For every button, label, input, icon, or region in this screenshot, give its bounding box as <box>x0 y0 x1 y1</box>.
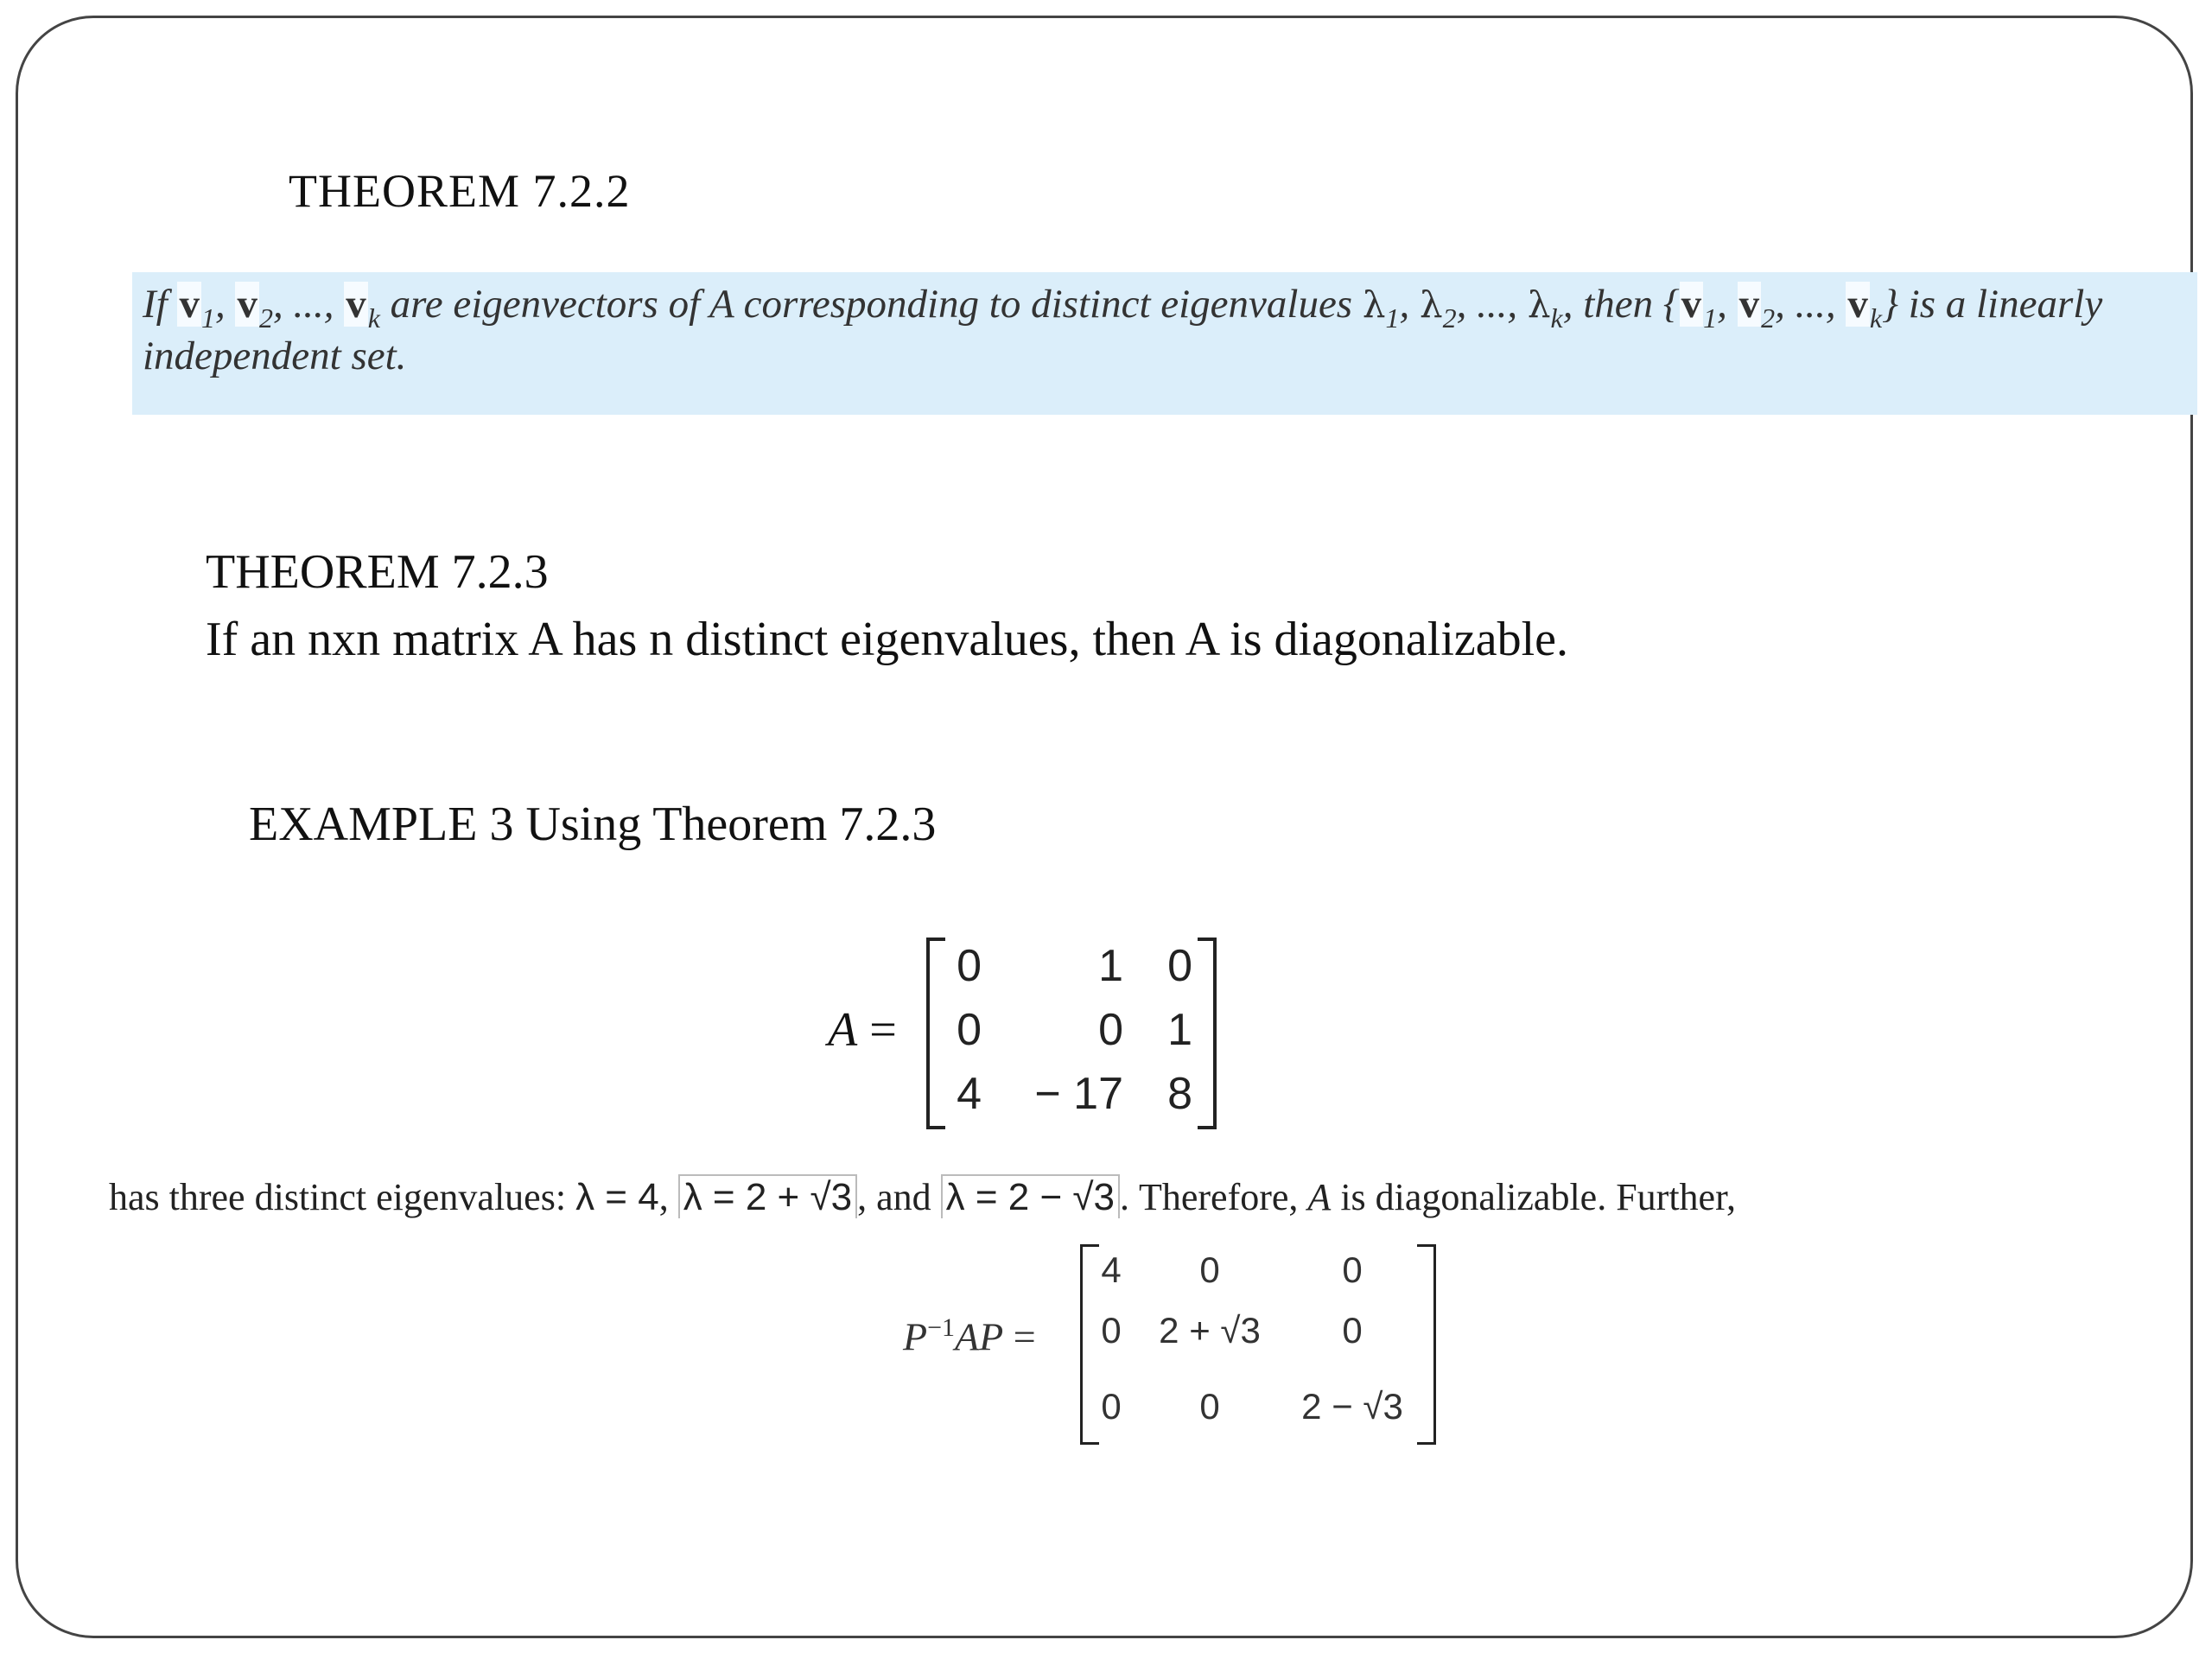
theorem-723-statement: If an nxn matrix A has n distinct eigenvalues, then A is diagonalizable. <box>206 613 1568 666</box>
matrix-d-cell: 2 + √3 <box>1159 1310 1261 1351</box>
matrix-a-cell: 0 <box>957 941 982 991</box>
example-title: EXAMPLE 3 Using Theorem 7.2.3 <box>249 798 937 851</box>
matrix-d-right-bracket <box>1417 1244 1436 1445</box>
theorem-722-title: THEOREM 7.2.2 <box>289 165 631 217</box>
matrix-d-cell: 2 − √3 <box>1301 1386 1403 1427</box>
theorem-722-statement-line2: independent set. <box>143 334 407 378</box>
matrix-d-cell: 0 <box>1199 1249 1220 1290</box>
matrix-a-cell: 4 <box>957 1069 982 1119</box>
eigenvalues-sentence: has three distinct eigenvalues: λ = 4, λ = 2 + √3 , and λ = 2 − √3 . Therefore, A is diagonalizable. Further, <box>109 1176 1736 1218</box>
matrix-a-cell: 1 <box>1098 941 1123 991</box>
matrix-a-cell: − 17 <box>1034 1069 1123 1119</box>
theorem-723-title: THEOREM 7.2.3 <box>206 545 549 599</box>
matrix-a-cell: 8 <box>1167 1069 1192 1119</box>
matrix-a-cell: 0 <box>1167 941 1192 991</box>
theorem-722-statement-line1: If $v_1$, $v_2$, ..., $v_k$ are eigenvectors of A corresponding to distinct eigenvalues $\lambda_1$, $\lambda_2$, ..., $\lambda_k$, then {$v_1$, $v_2$, ..., $v_k$} is a linearly <box>143 282 2103 334</box>
matrix-d-cell: 4 <box>1101 1249 1122 1290</box>
matrix-a-cell: 0 <box>1098 1005 1123 1055</box>
matrix-a-left-bracket <box>926 938 945 1129</box>
matrix-a-label: A = <box>828 1003 897 1057</box>
matrix-d-cell: 0 <box>1101 1310 1122 1351</box>
matrix-a-right-bracket <box>1198 938 1217 1129</box>
matrix-d-cell: 0 <box>1199 1386 1220 1427</box>
matrix-d-cell: 0 <box>1342 1310 1363 1351</box>
matrix-d-cell: 0 <box>1342 1249 1363 1290</box>
diagonal-matrix-label: $P^{-1}AP$ = <box>903 1313 1036 1359</box>
matrix-a-cell: 0 <box>957 1005 982 1055</box>
matrix-d-cell: 0 <box>1101 1386 1122 1427</box>
matrix-a-cell: 1 <box>1167 1005 1192 1055</box>
